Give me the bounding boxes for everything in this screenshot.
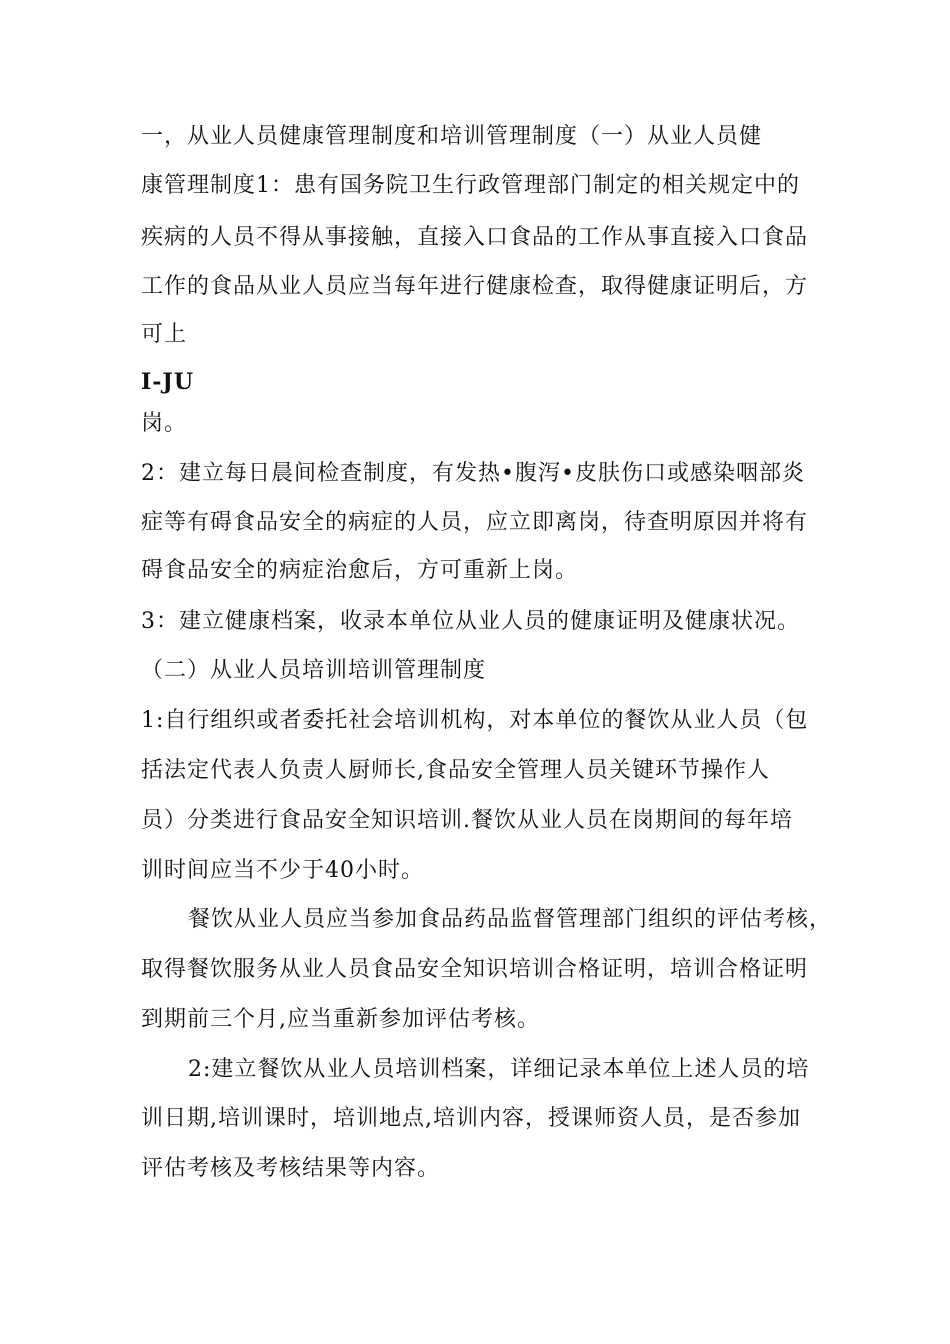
text-line-3: 疾病的人员不得从事接触，直接入口食品的工作从事直接入口食品 — [141, 225, 809, 250]
text-line-5: 可上 — [141, 322, 188, 347]
text-line-6: I-JU — [141, 369, 195, 395]
text-line-17: 餐饮从业人员应当参加食品药品监督管理部门组织的评估考核， — [188, 907, 833, 932]
text-line-22: 评估考核及考核结果等内容。 — [141, 1156, 441, 1181]
text-line-7: 岗。 — [141, 411, 188, 436]
text-line-16: 训时间应当不少于40小时。 — [141, 858, 424, 883]
text-line-11: 3：建立健康档案，收录本单位从业人员的健康证明及健康状况。 — [141, 609, 800, 634]
text-line-20: 2:建立餐饮从业人员培训档案，详细记录本单位上述人员的培 — [188, 1057, 810, 1082]
text-line-4: 工作的食品从业人员应当每年进行健康检查，取得健康证明后，方 — [141, 274, 809, 299]
text-line-21: 训日期,培训课时，培训地点,培训内容，授课师资人员，是否参加 — [141, 1106, 801, 1131]
text-line-18: 取得餐饮服务从业人员食品安全知识培训合格证明，培训合格证明 — [141, 957, 809, 982]
text-line-1: 一，从业人员健康管理制度和培训管理制度（一）从业人员健 — [141, 124, 763, 149]
text-line-2: 康管理制度1：患有国务院卫生行政管理部门制定的相关规定中的 — [141, 173, 800, 198]
text-line-10: 碍食品安全的病症治愈后，方可重新上岗。 — [141, 558, 579, 583]
text-line-19: 到期前三个月,应当重新参加评估考核。 — [141, 1007, 540, 1032]
text-line-15: 员）分类进行食品安全知识培训.餐饮从业人员在岗期间的每年培 — [141, 808, 793, 833]
text-line-8: 2：建立每日晨间检查制度，有发热•腹泻•皮肤伤口或感染咽部炎 — [141, 461, 805, 486]
section-heading: （二）从业人员培训培训管理制度 — [141, 658, 487, 683]
text-line-13: 1:自行组织或者委托社会培训机构，对本单位的餐饮从业人员（包 — [141, 708, 809, 733]
text-line-14: 括法定代表人负责人厨师长,食品安全管理人员关键环节操作人 — [141, 758, 770, 783]
text-line-9: 症等有碍食品安全的病症的人员，应立即离岗，待查明原因并将有 — [141, 510, 809, 535]
